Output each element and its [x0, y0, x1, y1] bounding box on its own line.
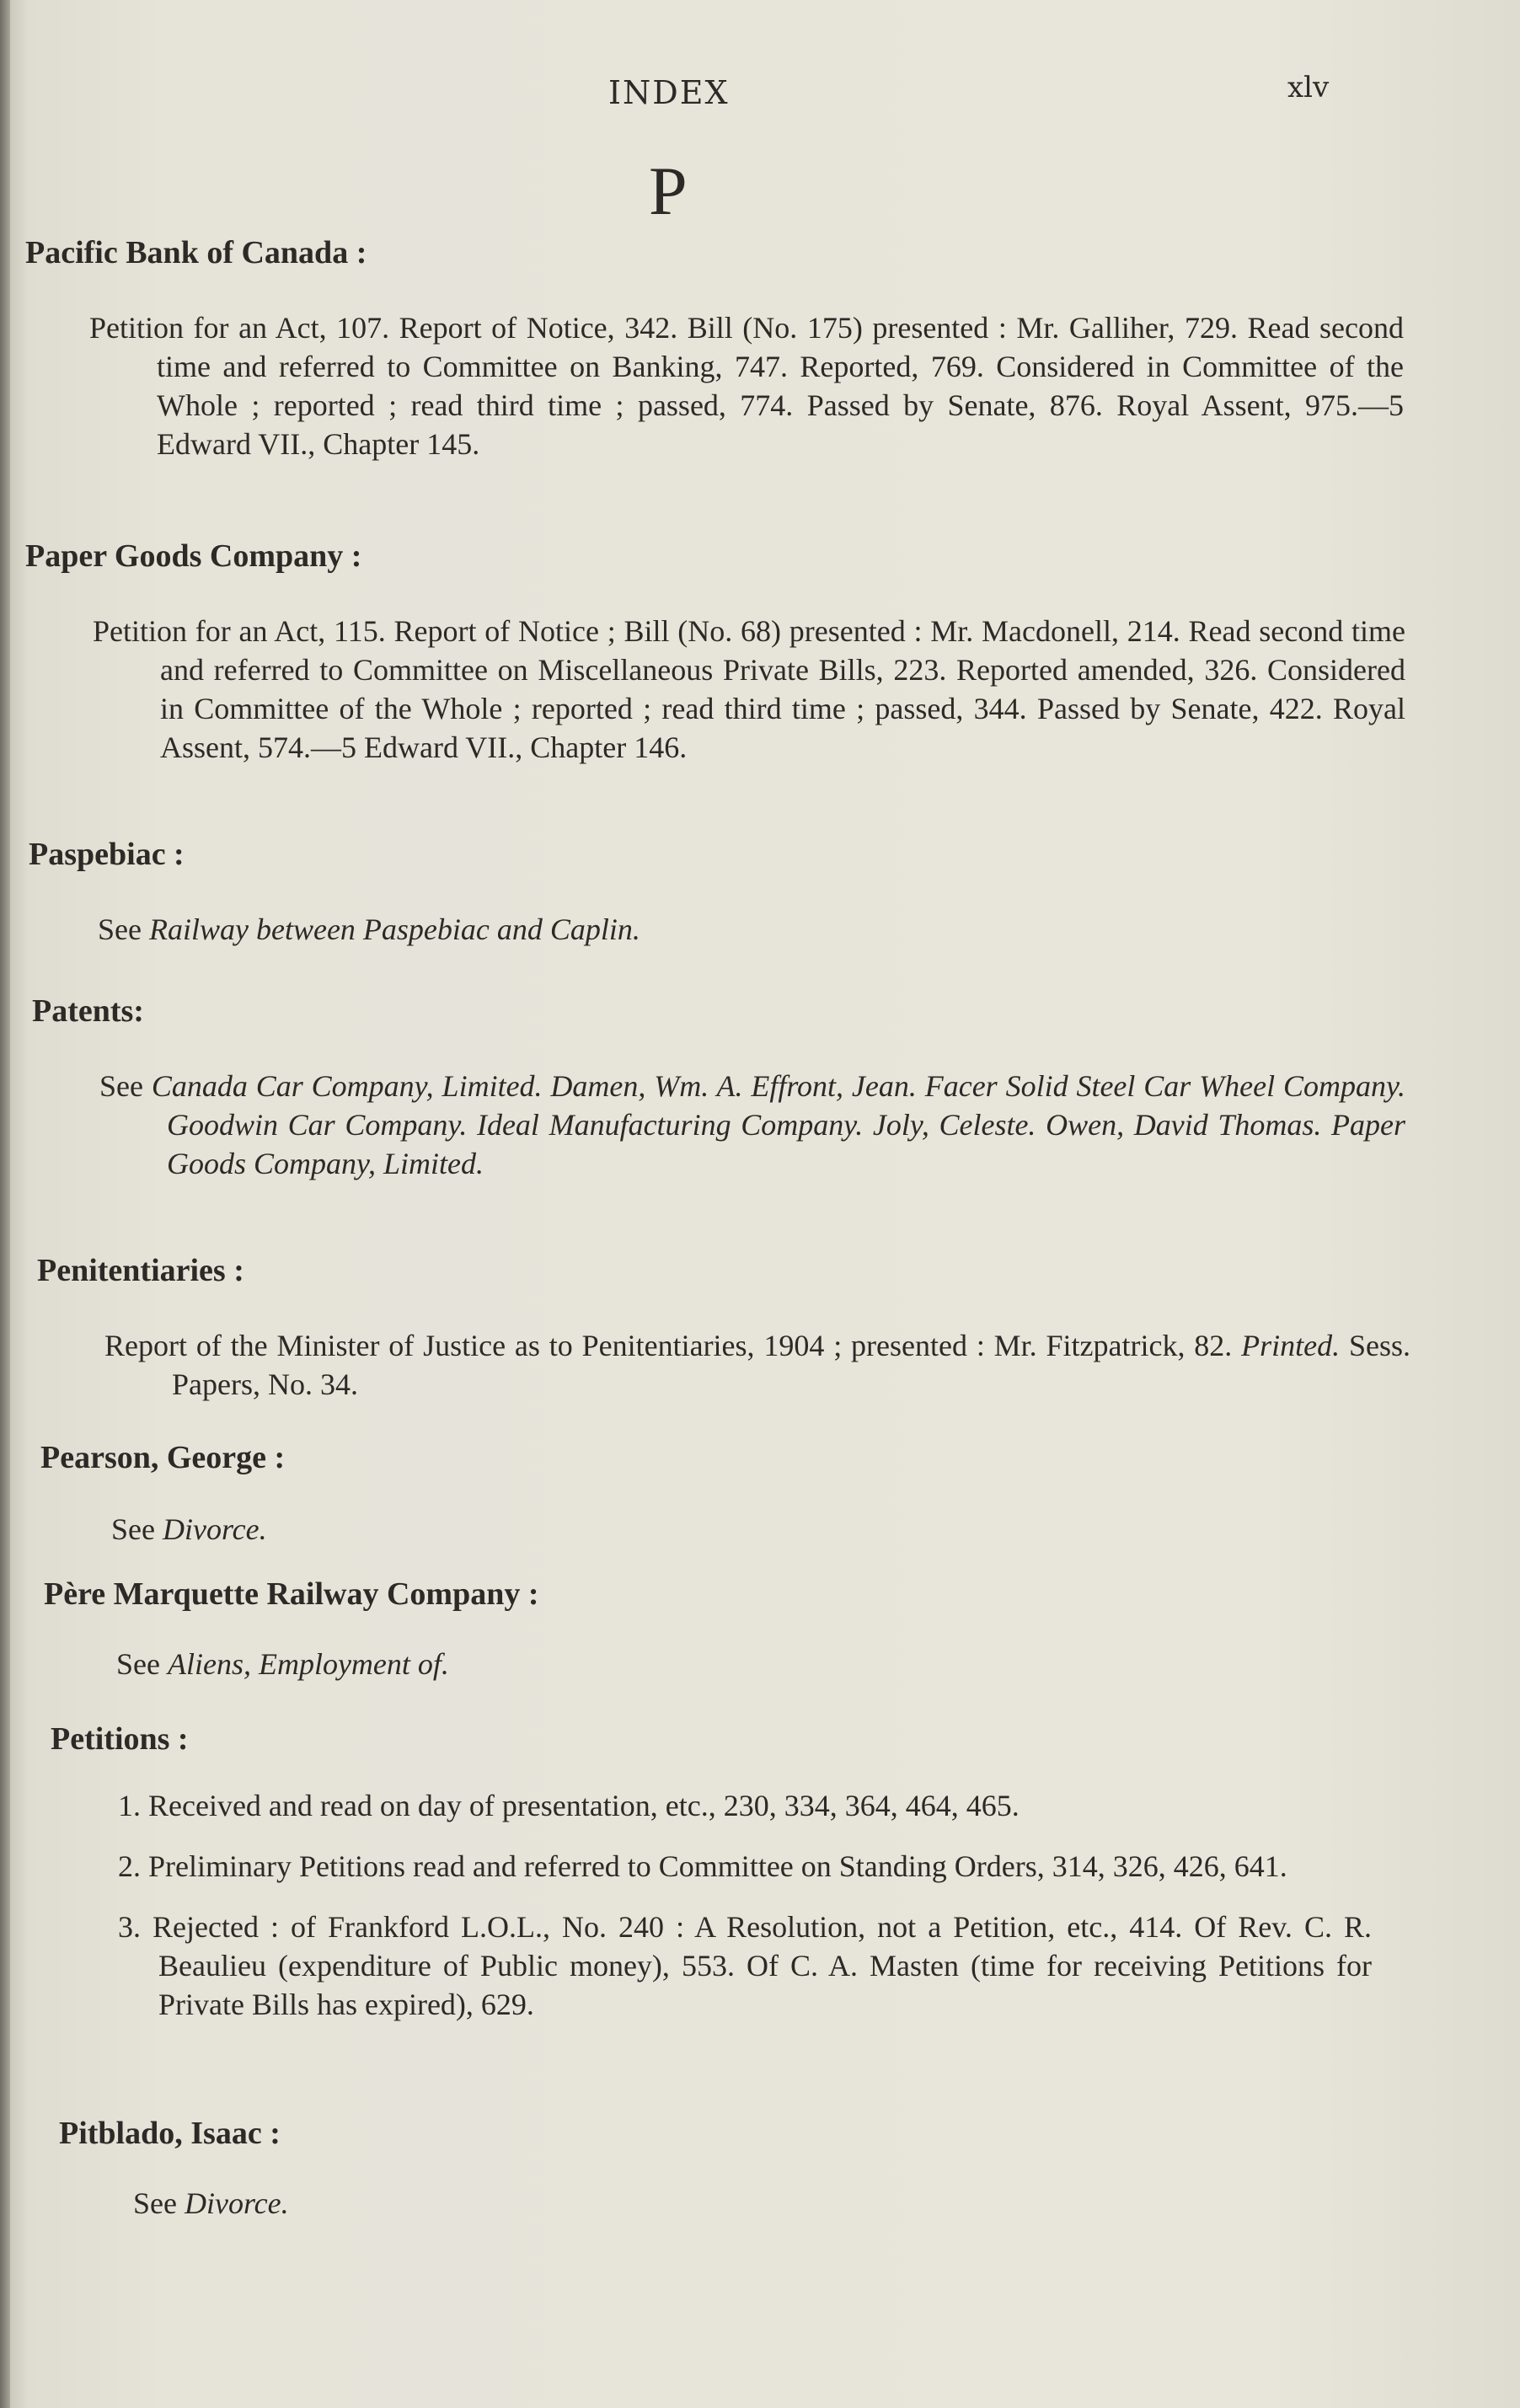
entry-heading: Père Marquette Railway Company : [44, 1576, 539, 1612]
cross-reference: Railway between Paspebiac and Caplin. [148, 912, 640, 946]
index-entry-penitentiaries [37, 1252, 1411, 1404]
entry-text: Petition for an Act, 115. Report of Notice ; Bill (No. 68) presented : Mr. Macdonell, 214. Read second time and referred to Committee on Miscellaneous Private Bills, 223. Reported amended, 326. Considered in Committee of the Whole ; reported ; read third time ; passed, 344. Passed by Senate, 422. Royal Assent, 574.—5 Edward VII., Chapter 146. [93, 614, 1405, 764]
page-number: xlv [1287, 71, 1330, 104]
see-word: See [99, 1069, 143, 1103]
see-reference [99, 1067, 1405, 1183]
index-entry-patents [32, 993, 1406, 1183]
running-head [0, 71, 1520, 116]
see-word: See [116, 1647, 160, 1681]
book-spine-shadow [0, 0, 10, 2408]
index-entry-pacific-bank [25, 234, 1404, 463]
entry-heading: Penitentiaries : [37, 1253, 244, 1288]
index-entry-pearson [40, 1439, 1355, 1549]
index-entry-pitblado [59, 2115, 1373, 2223]
list-item: 3. Rejected : of Frankford L.O.L., No. 240 : A Resolution, not a Petition, etc., 414. Of Rev. C. R. Beaulieu (expenditure of Public money), 553. Of C. A. Masten (time for receiving Petitions for Private Bills has expired), 629. [118, 1910, 1372, 2021]
see-word: See [111, 1512, 155, 1546]
sessional-papers-ref: Sess. Papers, No. 34. [172, 1329, 1411, 1401]
cross-reference: Divorce. [162, 1512, 267, 1546]
entry-heading: Pacific Bank of Canada : [25, 235, 367, 270]
entry-text-main: Report of the Minister of Justice as to Penitentiaries, 1904 ; presented : Mr. Fitzpatrick, 82. [104, 1329, 1233, 1362]
entry-text: Petition for an Act, 107. Report of Notice, 342. Bill (No. 175) presented : Mr. Galliher, 729. Read second time and referred to Committee on Banking, 747. Reported, 769. Considered in Committee of the Whole ; reported ; read third time ; passed, 774. Passed by Senate, 876. Royal Assent, 975.—5 Edward VII., Chapter 145. [89, 311, 1404, 461]
see-word: See [98, 912, 142, 946]
cross-reference: Aliens, Employment of. [167, 1647, 449, 1681]
cross-reference: Divorce. [184, 2186, 289, 2220]
entry-heading: Pearson, George : [40, 1440, 286, 1475]
petitions-list [51, 1786, 1372, 2024]
see-reference [111, 1510, 1355, 1549]
see-reference [133, 2184, 1373, 2223]
see-reference [98, 910, 1343, 949]
entry-text [104, 1326, 1410, 1404]
index-entry-petitions [51, 1720, 1372, 2024]
entry-heading: Paspebiac : [29, 837, 185, 872]
see-reference [116, 1645, 1358, 1683]
see-word: See [133, 2186, 177, 2220]
entry-heading: Paper Goods Company : [25, 538, 362, 574]
running-title: INDEX [608, 74, 730, 111]
entry-heading: Patents: [32, 993, 144, 1029]
cross-reference: Canada Car Company, Limited. Damen, Wm. A. Effront, Jean. Facer Solid Steel Car Wheel Company. Goodwin Car Company. Ideal Manufacturing Company. Joly, Celeste. Owen, David Thomas. Paper Goods Company, Limited. [151, 1069, 1406, 1180]
entry-heading: Pitblado, Isaac : [59, 2116, 281, 2151]
list-item: 1. Received and read on day of presentation, etc., 230, 334, 364, 464, 465. [118, 1789, 1020, 1822]
list-item: 2. Preliminary Petitions read and referred to Committee on Standing Orders, 314, 326, 426, 641. [118, 1849, 1287, 1883]
section-letter: P [649, 153, 688, 229]
index-entry-pere-marquette [44, 1576, 1358, 1683]
printed-label: Printed. [1241, 1329, 1341, 1362]
index-entry-paspebiac [29, 836, 1343, 949]
index-entry-paper-goods [25, 538, 1405, 767]
entry-heading: Petitions : [51, 1721, 189, 1757]
